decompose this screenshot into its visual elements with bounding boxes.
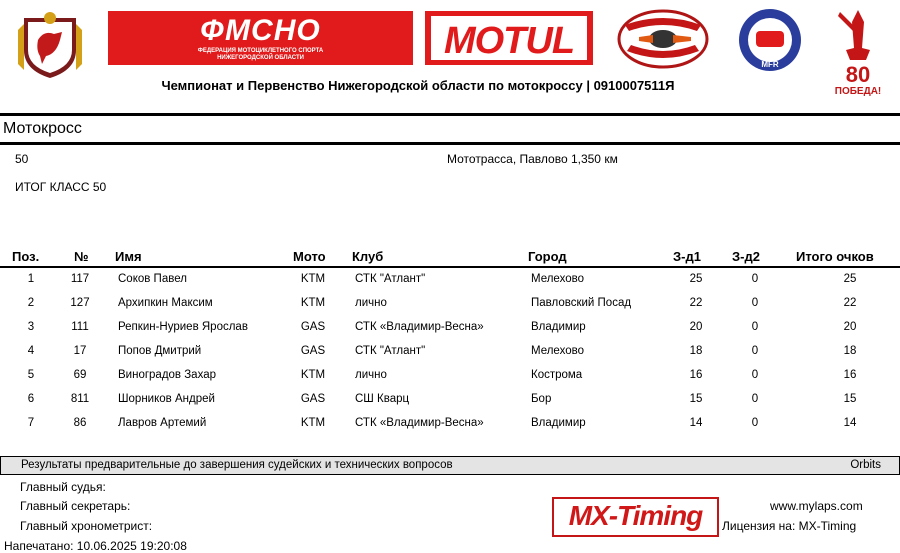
- col-header-race1: З-д1: [673, 249, 701, 264]
- cell-pos: 3: [27, 321, 35, 333]
- pobeda-80-logo: [828, 8, 888, 96]
- table-row: [0, 270, 900, 294]
- cell-num: 17: [73, 345, 87, 357]
- cell-pos: 7: [27, 417, 35, 429]
- cell-moto: GAS: [300, 345, 326, 357]
- track-info: Мототрасса, Павлово 1,350 км: [447, 152, 618, 166]
- table-row: [0, 318, 900, 342]
- col-header-total: Итого очков: [796, 249, 874, 264]
- mylaps-link[interactable]: www.mylaps.com: [770, 499, 863, 513]
- mfr-federation-logo: [728, 7, 812, 73]
- nizhny-novgorod-coat-of-arms-logo: [10, 10, 90, 80]
- cell-moto: KTM: [300, 273, 326, 285]
- cell-r2: 0: [751, 297, 759, 309]
- cell-club: СТК "Атлант": [355, 273, 426, 285]
- cell-moto: GAS: [300, 321, 326, 333]
- cell-r1: 20: [689, 321, 703, 333]
- fmsno-logo-sub2: НИЖЕГОРОДСКОЙ ОБЛАСТИ: [217, 55, 304, 61]
- cell-pos: 1: [27, 273, 35, 285]
- table-row: [0, 414, 900, 438]
- fmsno-logo: [108, 11, 413, 65]
- cell-city: Мелехово: [531, 273, 584, 285]
- sport-divider: [0, 142, 900, 145]
- cell-city: Владимир: [531, 321, 586, 333]
- motul-logo: [425, 11, 593, 65]
- cell-club: СТК «Владимир-Весна»: [355, 417, 484, 429]
- cell-name: Лавров Артемий: [118, 417, 207, 429]
- mx-timing-logo-text: MX-Timing: [568, 500, 703, 531]
- cell-pos: 4: [27, 345, 35, 357]
- cell-moto: GAS: [300, 393, 326, 405]
- cell-total: 15: [843, 393, 857, 405]
- cell-r1: 15: [689, 393, 703, 405]
- chief-timekeeper-label: Главный хронометрист:: [20, 519, 153, 533]
- cell-total: 14: [843, 417, 857, 429]
- cell-name: Шорников Андрей: [118, 393, 215, 405]
- cell-r1: 22: [689, 297, 703, 309]
- sport-name: Мотокросс: [3, 120, 82, 137]
- cell-r2: 0: [751, 393, 759, 405]
- motul-logo-text: MOTUL: [443, 20, 575, 62]
- cell-club: лично: [355, 297, 387, 309]
- cell-r1: 14: [689, 417, 703, 429]
- pobeda-number: 80: [845, 62, 871, 87]
- top-divider: [0, 113, 900, 116]
- mfr-logo-text: MFR: [761, 60, 779, 69]
- cell-moto: KTM: [300, 417, 326, 429]
- cell-num: 127: [70, 297, 90, 309]
- cell-name: Соков Павел: [118, 273, 187, 285]
- cell-city: Бор: [531, 393, 552, 405]
- table-row: [0, 294, 900, 318]
- fmsno-logo-text: ФМСНО: [200, 14, 321, 47]
- cell-city: Павловский Посад: [531, 297, 632, 309]
- cell-club: СТК «Владимир-Весна»: [355, 321, 484, 333]
- cell-pos: 5: [27, 369, 35, 381]
- col-header-race2: З-д2: [732, 249, 760, 264]
- cell-r2: 0: [751, 273, 759, 285]
- cell-num: 117: [70, 273, 90, 285]
- cell-total: 16: [843, 369, 857, 381]
- table-row: [0, 366, 900, 390]
- cell-num: 86: [73, 417, 87, 429]
- header-underline: [0, 266, 900, 268]
- cell-r1: 16: [689, 369, 703, 381]
- col-header-name: Имя: [115, 249, 142, 264]
- col-header-moto: Мото: [293, 249, 326, 264]
- cell-r2: 0: [751, 417, 759, 429]
- cell-city: Владимир: [531, 417, 586, 429]
- col-header-city: Город: [528, 249, 567, 264]
- table-row: [0, 390, 900, 414]
- class-code: 50: [15, 152, 29, 166]
- disclaimer-bar: [0, 456, 900, 475]
- cell-club: СШ Кварц: [355, 393, 410, 405]
- cell-total: 25: [843, 273, 857, 285]
- cell-name: Виноградов Захар: [118, 369, 216, 381]
- championship-title: Чемпионат и Первенство Нижегородской области по мотокроссу | 0910007511Я: [161, 78, 675, 93]
- table-row: [0, 342, 900, 366]
- cell-r1: 18: [689, 345, 703, 357]
- chief-judge-label: Главный судья:: [20, 480, 106, 494]
- cell-total: 18: [843, 345, 857, 357]
- cell-name: Попов Дмитрий: [118, 345, 202, 357]
- col-header-num: №: [74, 249, 89, 264]
- cell-r2: 0: [751, 369, 759, 381]
- cell-name: Репкин-Нуриев Ярослав: [118, 321, 248, 333]
- cell-total: 20: [843, 321, 857, 333]
- cell-city: Мелехово: [531, 345, 584, 357]
- cell-num: 811: [70, 393, 90, 405]
- cell-name: Архипкин Максим: [118, 297, 213, 309]
- cell-pos: 2: [27, 297, 35, 309]
- club-emblem-logo: [615, 7, 711, 71]
- cell-num: 111: [71, 321, 89, 333]
- fmsno-logo-sub1: ФЕДЕРАЦИЯ МОТОЦИКЛЕТНОГО СПОРТА: [197, 48, 324, 54]
- disclaimer-text: Результаты предварительные до завершения судейских и технических вопросов: [21, 459, 453, 471]
- cell-total: 22: [843, 297, 857, 309]
- orbits-label: Orbits: [850, 459, 881, 471]
- cell-moto: KTM: [300, 297, 326, 309]
- pobeda-text: ПОБЕДА!: [834, 86, 882, 96]
- printed-timestamp: Напечатано: 10.06.2025 19:20:08: [4, 539, 187, 553]
- mx-timing-logo: [552, 497, 719, 537]
- cell-club: лично: [355, 369, 387, 381]
- cell-moto: KTM: [300, 369, 326, 381]
- cell-pos: 6: [27, 393, 35, 405]
- chief-secretary-label: Главный секретарь:: [20, 499, 131, 513]
- cell-num: 69: [73, 369, 87, 381]
- cell-r1: 25: [689, 273, 703, 285]
- license-info: Лицензия на: MX-Timing: [722, 519, 857, 533]
- cell-r2: 0: [751, 345, 759, 357]
- cell-club: СТК "Атлант": [355, 345, 426, 357]
- summary-title: ИТОГ КЛАСС 50: [15, 180, 107, 194]
- cell-city: Кострома: [531, 369, 583, 381]
- cell-r2: 0: [751, 321, 759, 333]
- col-header-pos: Поз.: [12, 249, 40, 264]
- col-header-club: Клуб: [352, 249, 384, 264]
